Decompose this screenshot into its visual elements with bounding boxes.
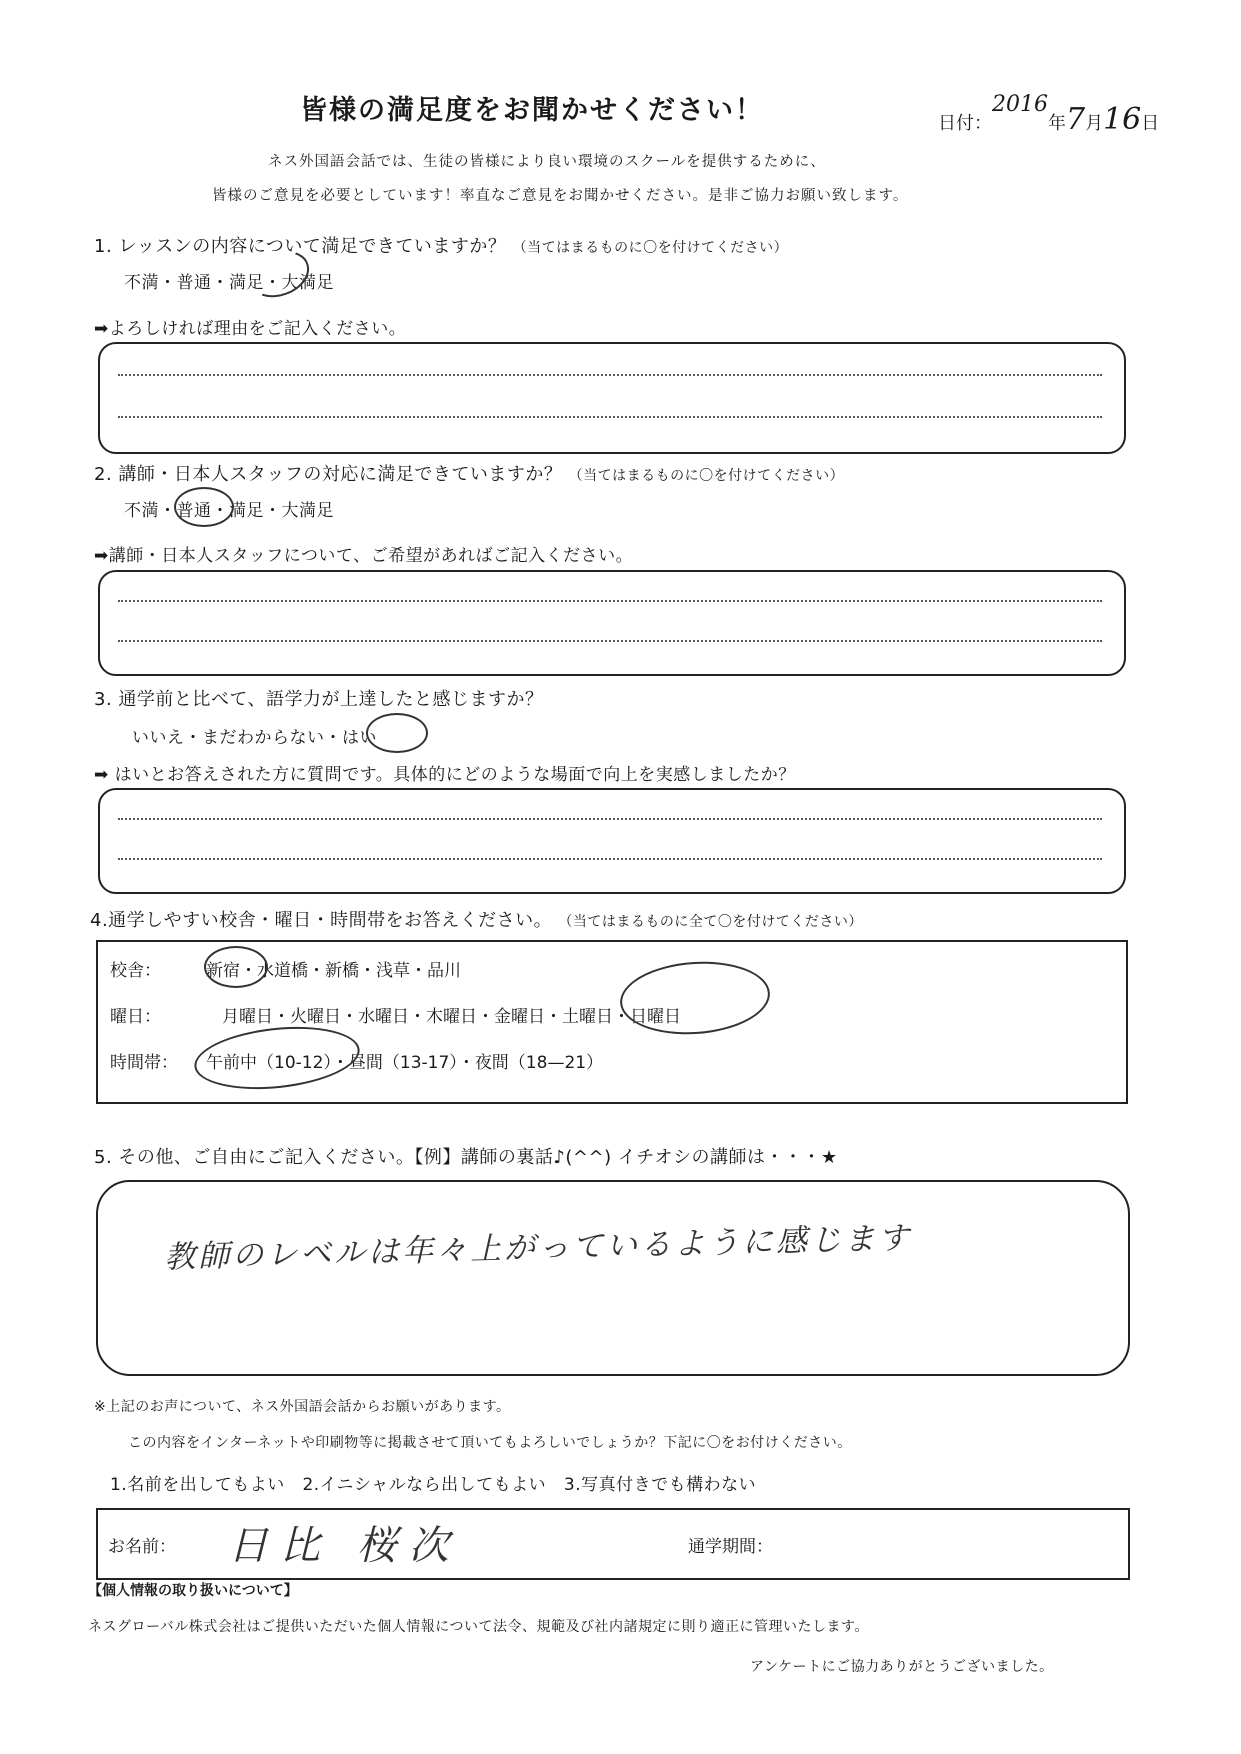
time-option-morning[interactable]: 午前中（10-12） [206,1053,332,1073]
day-option-sun[interactable]: 日曜日 [630,1007,681,1027]
q2-option-3[interactable]: 満足 [229,501,264,521]
consent-line-1: ※上記のお声について、ネス外国語会話からお願いがあります。 [94,1399,511,1415]
privacy-text: ネスグローバル株式会社はご提供いただいた個人情報について法令、規範及び社内諸規定に則り適正に管理いたします。 [88,1619,869,1635]
name-box [96,1508,1130,1580]
q1-option-3[interactable]: 満足 [229,273,264,293]
q2-request-box[interactable] [98,570,1126,676]
q2-selection-mark [174,487,234,527]
day-option-fri[interactable]: 金曜日 [494,1007,545,1027]
q3-line-2 [118,858,1102,860]
q2-question-text: 2. 講師・日本人スタッフの対応に満足できていますか？ [94,464,563,485]
date-label: 日付： [938,113,992,134]
time-option-evening[interactable]: 夜間（18—21） [474,1053,604,1073]
date-month: 7 [1066,102,1086,137]
consent-option-2[interactable]: 2.イニシャルなら出してもよい [302,1475,547,1495]
name-value[interactable]: 日比 桜次 [228,1523,461,1569]
year-char: 年 [1048,113,1066,134]
date-day: 16 [1103,102,1142,137]
consent-option-3[interactable]: 3.写真付きでも構わない [563,1475,757,1495]
q1-question-text: 1. レッスンの内容について満足できていますか？ [94,236,507,257]
q2-options: 不満・普通・満足・大満足 [124,501,334,521]
consent-line-2: この内容をインターネットや印刷物等に掲載させて頂いてもよろしいでしょうか？下記に〇をお付けください。 [128,1435,852,1451]
q1-option-1[interactable]: 不満 [124,273,159,293]
q3-option-3[interactable]: はい [342,728,377,748]
day-label: 曜日： [110,1007,161,1027]
q1-prompt: ➡よろしければ理由をご記入ください。 [94,319,407,339]
q1-options: 不満・普通・満足・大満足 [124,273,334,293]
q4-note: （当てはまるものに全て〇を付けてください） [558,914,863,930]
time-option-afternoon[interactable]: 昼間（13-17） [348,1053,458,1073]
q2-question [94,460,844,486]
q2-line-1 [118,600,1102,602]
q3-question: 3. 通学前と比べて、語学力が上達したと感じますか？ [94,689,544,710]
footer-thanks: アンケートにご協力ありがとうございました。 [750,1659,1054,1675]
day-char: 日 [1141,113,1160,134]
q3-selection-mark [366,713,428,753]
campus-option-3[interactable]: 新橋 [325,961,359,981]
q1-reason-box[interactable] [98,342,1126,454]
privacy-heading: 【個人情報の取り扱いについて】 [88,1583,298,1599]
day-option-sat[interactable]: 土曜日 [562,1007,613,1027]
q1-line-2 [118,416,1102,418]
campus-option-2[interactable]: 水道橋 [257,961,308,981]
time-row: 時間帯： 午前中（10-12）・昼間（13-17）・夜間（18—21） [110,1048,603,1073]
q5-question: 5. その他、ご自由にご記入ください。【例】講師の裏話♪(^^) イチオシの講師は・・・★ [94,1147,838,1168]
intro-line-1: ネス外国語会話では、生徒の皆様により良い環境のスクールを提供するために、 [268,154,826,170]
q3-option-2[interactable]: まだわからない [202,728,325,748]
intro-line-2: 皆様のご意見を必要としています！率直なご意見をお聞かせください。是非ご協力お願い致します。 [212,188,909,204]
consent-option-1[interactable]: 1.名前を出してもよい [110,1475,285,1495]
q5-handwritten-answer: 教師のレベルは年々上がっているように感じます [163,1220,913,1276]
q3-detail-box[interactable] [98,788,1126,894]
day-row: 曜日： 月曜日・火曜日・水曜日・木曜日・金曜日・土曜日・日曜日 [110,1002,681,1027]
q1-line-1 [118,374,1102,376]
day-option-wed[interactable]: 水曜日 [358,1007,409,1027]
day-option-thu[interactable]: 木曜日 [426,1007,477,1027]
campus-label: 校舎： [110,961,161,981]
q1-question [94,232,788,258]
q4-question-text: 4.通学しやすい校舎・曜日・時間帯をお答えください。 [90,910,553,931]
q1-option-4[interactable]: 大満足 [281,273,334,293]
q3-options: いいえ・まだわからない・はい [132,728,377,748]
q2-line-2 [118,640,1102,642]
month-char: 月 [1085,113,1104,134]
q1-option-2[interactable]: 普通 [176,273,212,293]
q2-note: （当てはまるものに〇を付けてください） [568,468,845,484]
day-option-mon[interactable]: 月曜日 [222,1007,273,1027]
q2-option-1[interactable]: 不満 [124,501,159,521]
time-label: 時間帯： [110,1053,178,1073]
campus-option-5[interactable]: 品川 [427,961,461,981]
date-year: 2016 [992,92,1048,117]
q3-line-1 [118,818,1102,820]
campus-option-4[interactable]: 浅草 [376,961,410,981]
campus-option-1[interactable]: 新宿 [206,961,240,981]
campus-selection-mark [204,946,268,988]
name-label: お名前： [108,1537,176,1557]
q2-prompt: ➡講師・日本人スタッフについて、ご希望があればご記入ください。 [94,546,634,566]
q2-option-2[interactable]: 普通 [176,501,212,521]
consent-options [110,1470,756,1495]
q5-answer-box[interactable] [96,1180,1130,1376]
q4-question [90,906,863,932]
q2-option-4[interactable]: 大満足 [281,501,334,521]
q3-option-1[interactable]: いいえ [132,728,185,748]
date-field [938,92,1159,137]
period-label: 通学期間： [688,1537,773,1557]
q1-note: （当てはまるものに〇を付けてください） [512,240,789,256]
page-title: 皆様の満足度をお聞かせください！ [300,95,764,126]
q3-prompt: ➡ はいとお答えされた方に質問です。具体的にどのような場面で向上を実感しましたか？ [94,765,796,785]
campus-row: 校舎： 新宿・水道橋・新橋・浅草・品川 [110,956,461,981]
day-option-tue[interactable]: 火曜日 [290,1007,341,1027]
